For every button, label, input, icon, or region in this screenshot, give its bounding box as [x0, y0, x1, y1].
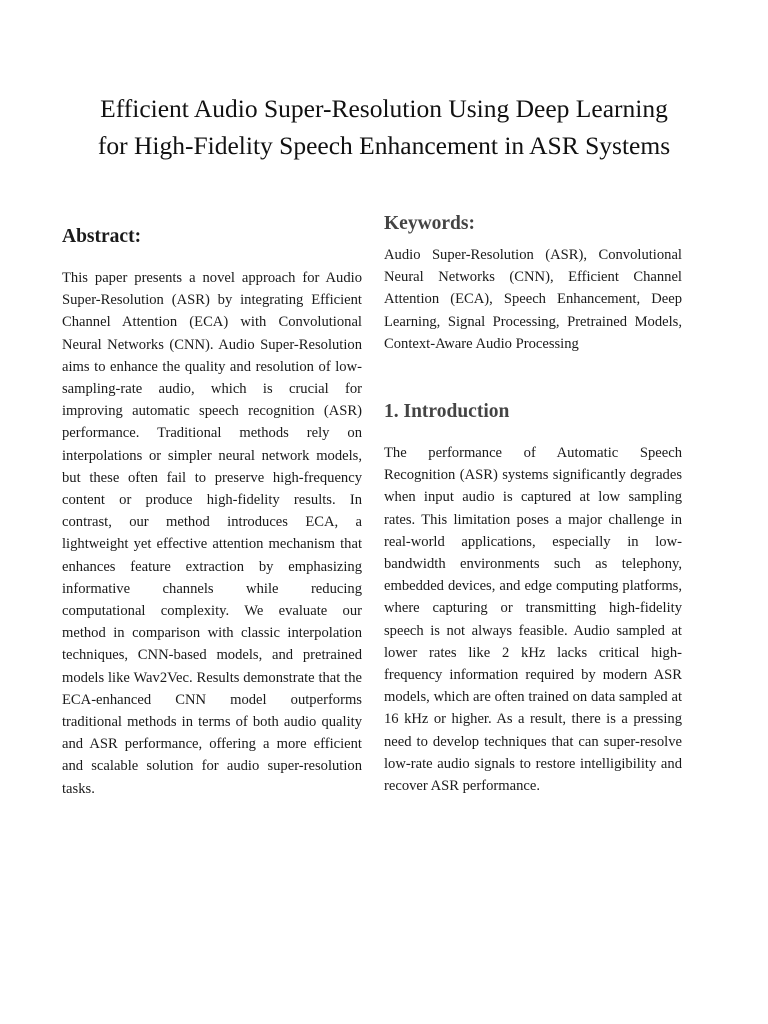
abstract-text: This paper presents a novel approach for Audio Super-Resolution (ASR) by integrating Efficient Channel Attention (ECA) with Convolutional Neural Networks (CNN). Audio Super-Resolution aims to enhance the quality and resolution of low-sampling-rate audio, which is crucial for improving automatic speech recognition (ASR) performance. Traditional methods rely on interpolations or simpler neural network models, but these often fail to preserve high-frequency content or produce high-fidelity results. In contrast, our method introduces ECA, a lightweight yet effective attention mechanism that enhances feature extraction by emphasizing informative channels while reducing computational complexity. We evaluate our method in comparison with classic interpolation techniques, CNN-based models, and pretrained models like Wav2Vec. Results demonstrate that the ECA-enhanced CNN model outperforms traditional methods in terms of both audio quality and ASR performance, offering a more efficient and scalable solution for audio super-resolution tasks. — [62, 270, 362, 797]
abstract-heading: Abstract: — [62, 226, 142, 247]
introduction-heading: 1. Introduction — [384, 401, 510, 422]
introduction-text: The performance of Automatic Speech Recognition (ASR) systems significantly degrades when input audio is captured at low sampling rates. This limitation poses a major challenge in real-world applications, especially in low-bandwidth environments such as telephony, embedded devices, and edge computing platforms, where capturing or transmitting high-fidelity speech is not always feasible. Audio sampled at lower rates like 2 kHz lacks critical high-frequency information required by modern ASR models, which are often trained on data sampled at 16 kHz or higher. As a result, there is a pressing need to develop techniques that can super-resolve low-rate audio signals to restore intelligibility and recover ASR performance. — [384, 445, 682, 795]
keywords-heading: Keywords: — [384, 213, 475, 234]
title-line-2: for High-Fidelity Speech Enhancement in ASR Systems — [97, 131, 671, 160]
title-line-1: Efficient Audio Super-Resolution Using Deep Learning — [100, 94, 668, 123]
paper-title — [40, 90, 728, 164]
keywords-text: Audio Super-Resolution (ASR), Convolutional Neural Networks (CNN), Efficient Channel Attention (ECA), Speech Enhancement, Deep Learning, Signal Processing, Pretrained Models, Context-Aware Audio Processing — [384, 247, 682, 352]
